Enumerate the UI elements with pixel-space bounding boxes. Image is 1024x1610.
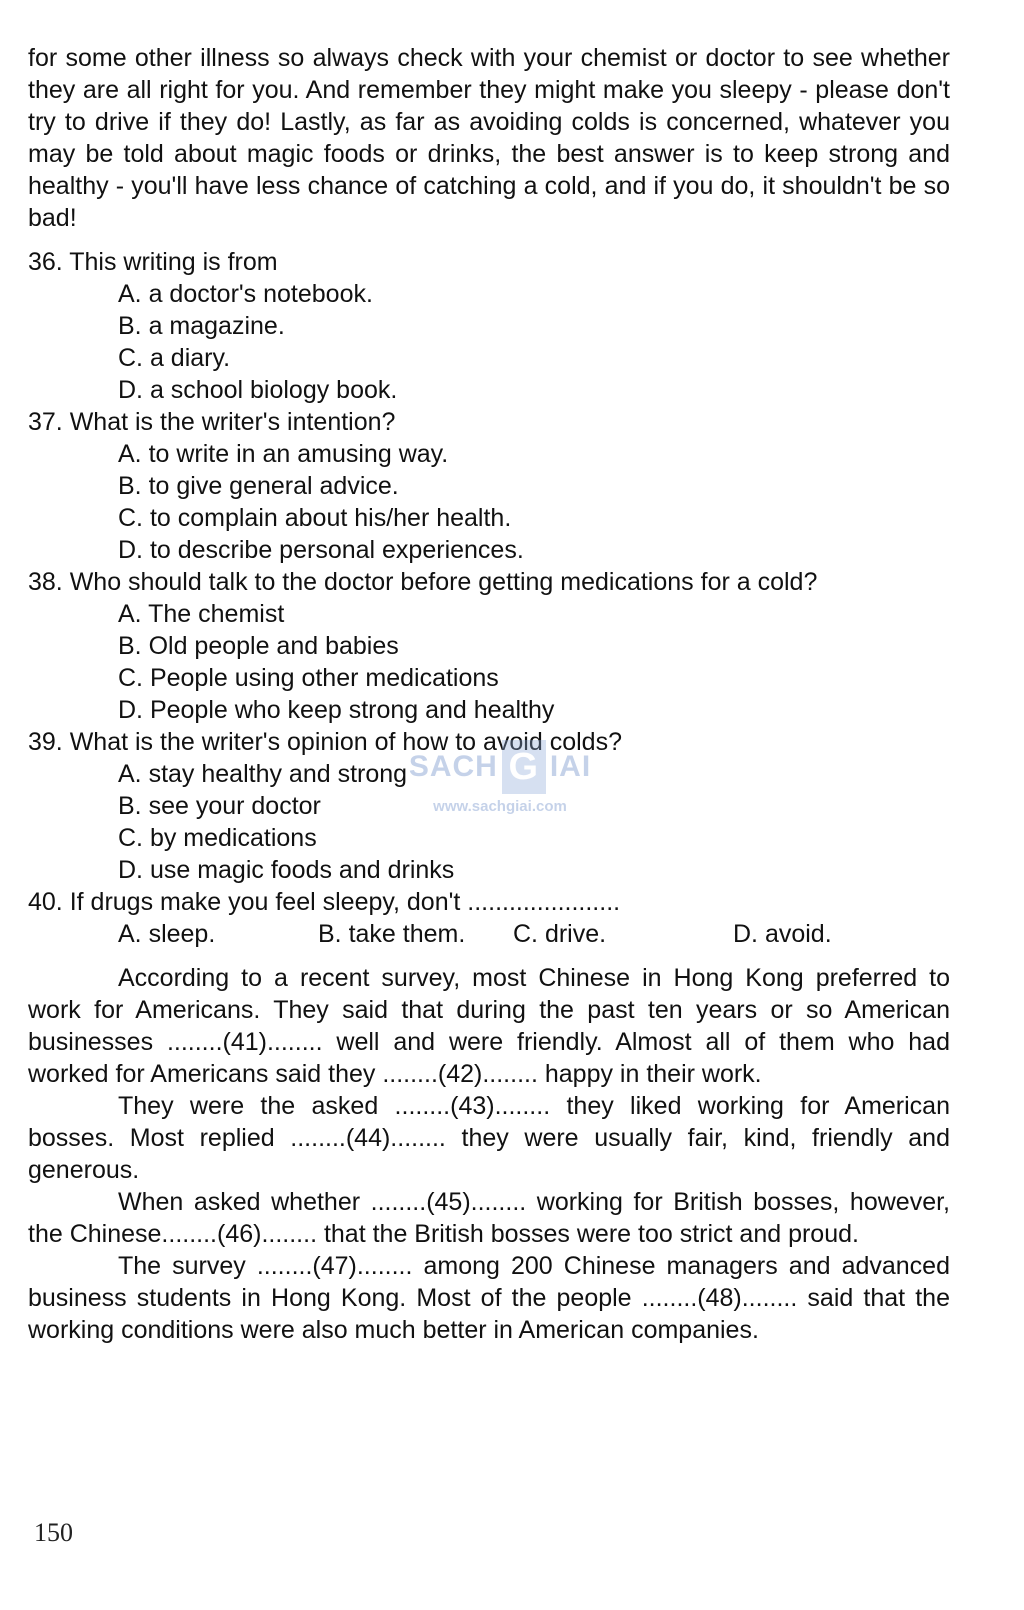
option-a: A. sleep. [118,920,216,948]
watermark-logo-right: IAI [549,750,592,783]
question-stem: 40. If drugs make you feel sleepy, don't ...................... [28,888,621,916]
option-d: D. a school biology book. [118,376,398,404]
question-39 [28,726,950,886]
option-d: D. use magic foods and drinks [118,856,455,884]
option-d: D. People who keep strong and healthy [118,696,555,724]
passage-paragraph-1: According to a recent survey, most Chinese in Hong Kong preferred to work for Americans. They said that during the past ten years or so American businesses ........(41)........ well and were friendly. Almost all of them who had worked for Americans said they ........(42)........ happy in their work. [28,964,950,1088]
question-38 [28,566,950,726]
question-stem: 36. This writing is from [28,248,278,276]
option-c: C. a diary. [118,344,231,372]
option-b: B. a magazine. [118,312,285,340]
question-stem: 39. What is the writer's opinion of how to avoid colds? [28,728,622,756]
watermark-logo-box: G [502,740,546,794]
document-page [28,42,950,1346]
option-a: A. stay healthy and strong [118,760,408,788]
page-number: 150 [34,1518,73,1547]
options-row [28,918,950,950]
option-a: A. The chemist [118,600,285,628]
passage-paragraph-3: When asked whether ........(45)........ working for British bosses, however, the Chinese........(46)........ that the British bosses were too strict and proud. [28,1188,950,1248]
question-36 [28,246,950,406]
passage-paragraph-2: They were the asked ........(43)........ they liked working for American bosses. Most replied ........(44)........ they were usually fair, kind, friendly and generous. [28,1092,950,1184]
question-stem: 38. Who should talk to the doctor before getting medications for a cold? [28,568,818,596]
option-c: C. People using other medications [118,664,499,692]
option-d: D. avoid. [733,920,832,948]
intro-paragraph: for some other illness so always check with your chemist or doctor to see whether they are all right for you. And remember they might make you sleepy - please don't try to drive if they do! Lastly, as far as avoiding colds is concerned, whatever you may be told about magic foods or drinks, the best answer is to keep strong and healthy - you'll have less chance of catching a cold, and if you do, it shouldn't be so bad! [28,44,950,232]
option-a: A. to write in an amusing way. [118,440,449,468]
watermark-logo-left: SACH [408,750,498,783]
question-stem: 37. What is the writer's intention? [28,408,396,436]
question-37 [28,406,950,566]
option-d: D. to describe personal experiences. [118,536,524,564]
option-a: A. a doctor's notebook. [118,280,373,308]
option-c: C. by medications [118,824,317,852]
cloze-passage [28,962,950,1346]
option-b: B. to give general advice. [118,472,399,500]
question-40 [28,886,950,950]
option-b: B. take them. [318,920,466,948]
option-c: C. drive. [513,920,607,948]
option-b: B. see your doctor [118,792,321,820]
watermark-url: www.sachgiai.com [433,798,567,815]
option-b: B. Old people and babies [118,632,399,660]
passage-paragraph-4: The survey ........(47)........ among 200 Chinese managers and advanced business students in Hong Kong. Most of the people ........(48)........ said that the working conditions were also much better in American companies. [28,1252,950,1344]
option-c: C. to complain about his/her health. [118,504,512,532]
